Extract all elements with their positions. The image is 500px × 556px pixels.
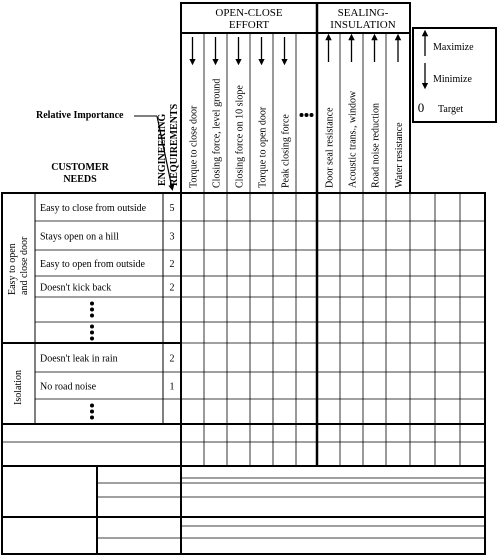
group-title-sealing: SEALING- (337, 7, 389, 19)
category-label: Easy to open (7, 243, 18, 295)
ellipsis-dot (90, 404, 94, 408)
relative-importance-label: Relative Importance (36, 110, 124, 121)
legend-target-symbol: 0 (417, 100, 425, 115)
column-label: Acoustic trans., window (347, 90, 359, 188)
column-label: Door seal resistance (324, 107, 336, 188)
importance-value: 1 (169, 381, 175, 393)
matrix-grid (2, 3, 496, 554)
importance-value: 2 (169, 282, 175, 294)
ellipsis-dot (90, 416, 94, 420)
column-label: Peak closing force (280, 114, 292, 188)
category-label: Isolation (13, 370, 24, 405)
need-text: Easy to close from outside (40, 203, 147, 214)
ellipsis-dot (90, 308, 94, 312)
legend-minimize: Minimize (433, 74, 472, 85)
legend-maximize: Maximize (433, 42, 474, 53)
ellipsis-dot (300, 113, 304, 117)
group-title-insulation: INSULATION (330, 19, 396, 31)
need-text: Easy to open from outside (40, 259, 145, 270)
importance-value: 5 (169, 203, 175, 214)
ellipsis-dot (90, 302, 94, 306)
need-text: Doesn't kick back (40, 282, 112, 294)
column-label: Closing force, level ground (211, 78, 223, 188)
ellipsis-dot (310, 113, 314, 117)
column-label: Torque to open door (257, 106, 269, 188)
group-title-open-close: OPEN-CLOSE (215, 7, 283, 19)
engineering-requirements-label: ENGINEERING (157, 113, 168, 186)
ellipsis-dot (90, 331, 94, 335)
legend-target: Target (438, 104, 464, 115)
column-label: Closing force on 10 slope (234, 85, 246, 188)
ellipsis-dot (305, 113, 309, 117)
ellipsis-dot (90, 337, 94, 341)
ellipsis-dot (90, 325, 94, 329)
column-label: Water resistance (394, 122, 405, 188)
customer-needs-label: CUSTOMER (51, 162, 109, 173)
group-title-effort: EFFORT (228, 19, 270, 31)
engineering-requirements-label: REQUIREMENTS (169, 103, 180, 186)
column-label: Torque to close door (188, 105, 200, 188)
importance-value: 2 (169, 259, 175, 270)
need-text: Doesn't leak in rain (40, 353, 118, 365)
need-text: Stays open on a hill (40, 231, 119, 243)
need-text: No road noise (40, 381, 97, 393)
customer-needs-label: NEEDS (63, 174, 97, 185)
ellipsis-dot (90, 410, 94, 414)
importance-value: 3 (169, 231, 175, 243)
importance-value: 2 (169, 353, 175, 365)
ellipsis-dot (90, 314, 94, 318)
category-label: and close door (19, 236, 30, 295)
column-label: Road noise reduction (370, 103, 382, 188)
